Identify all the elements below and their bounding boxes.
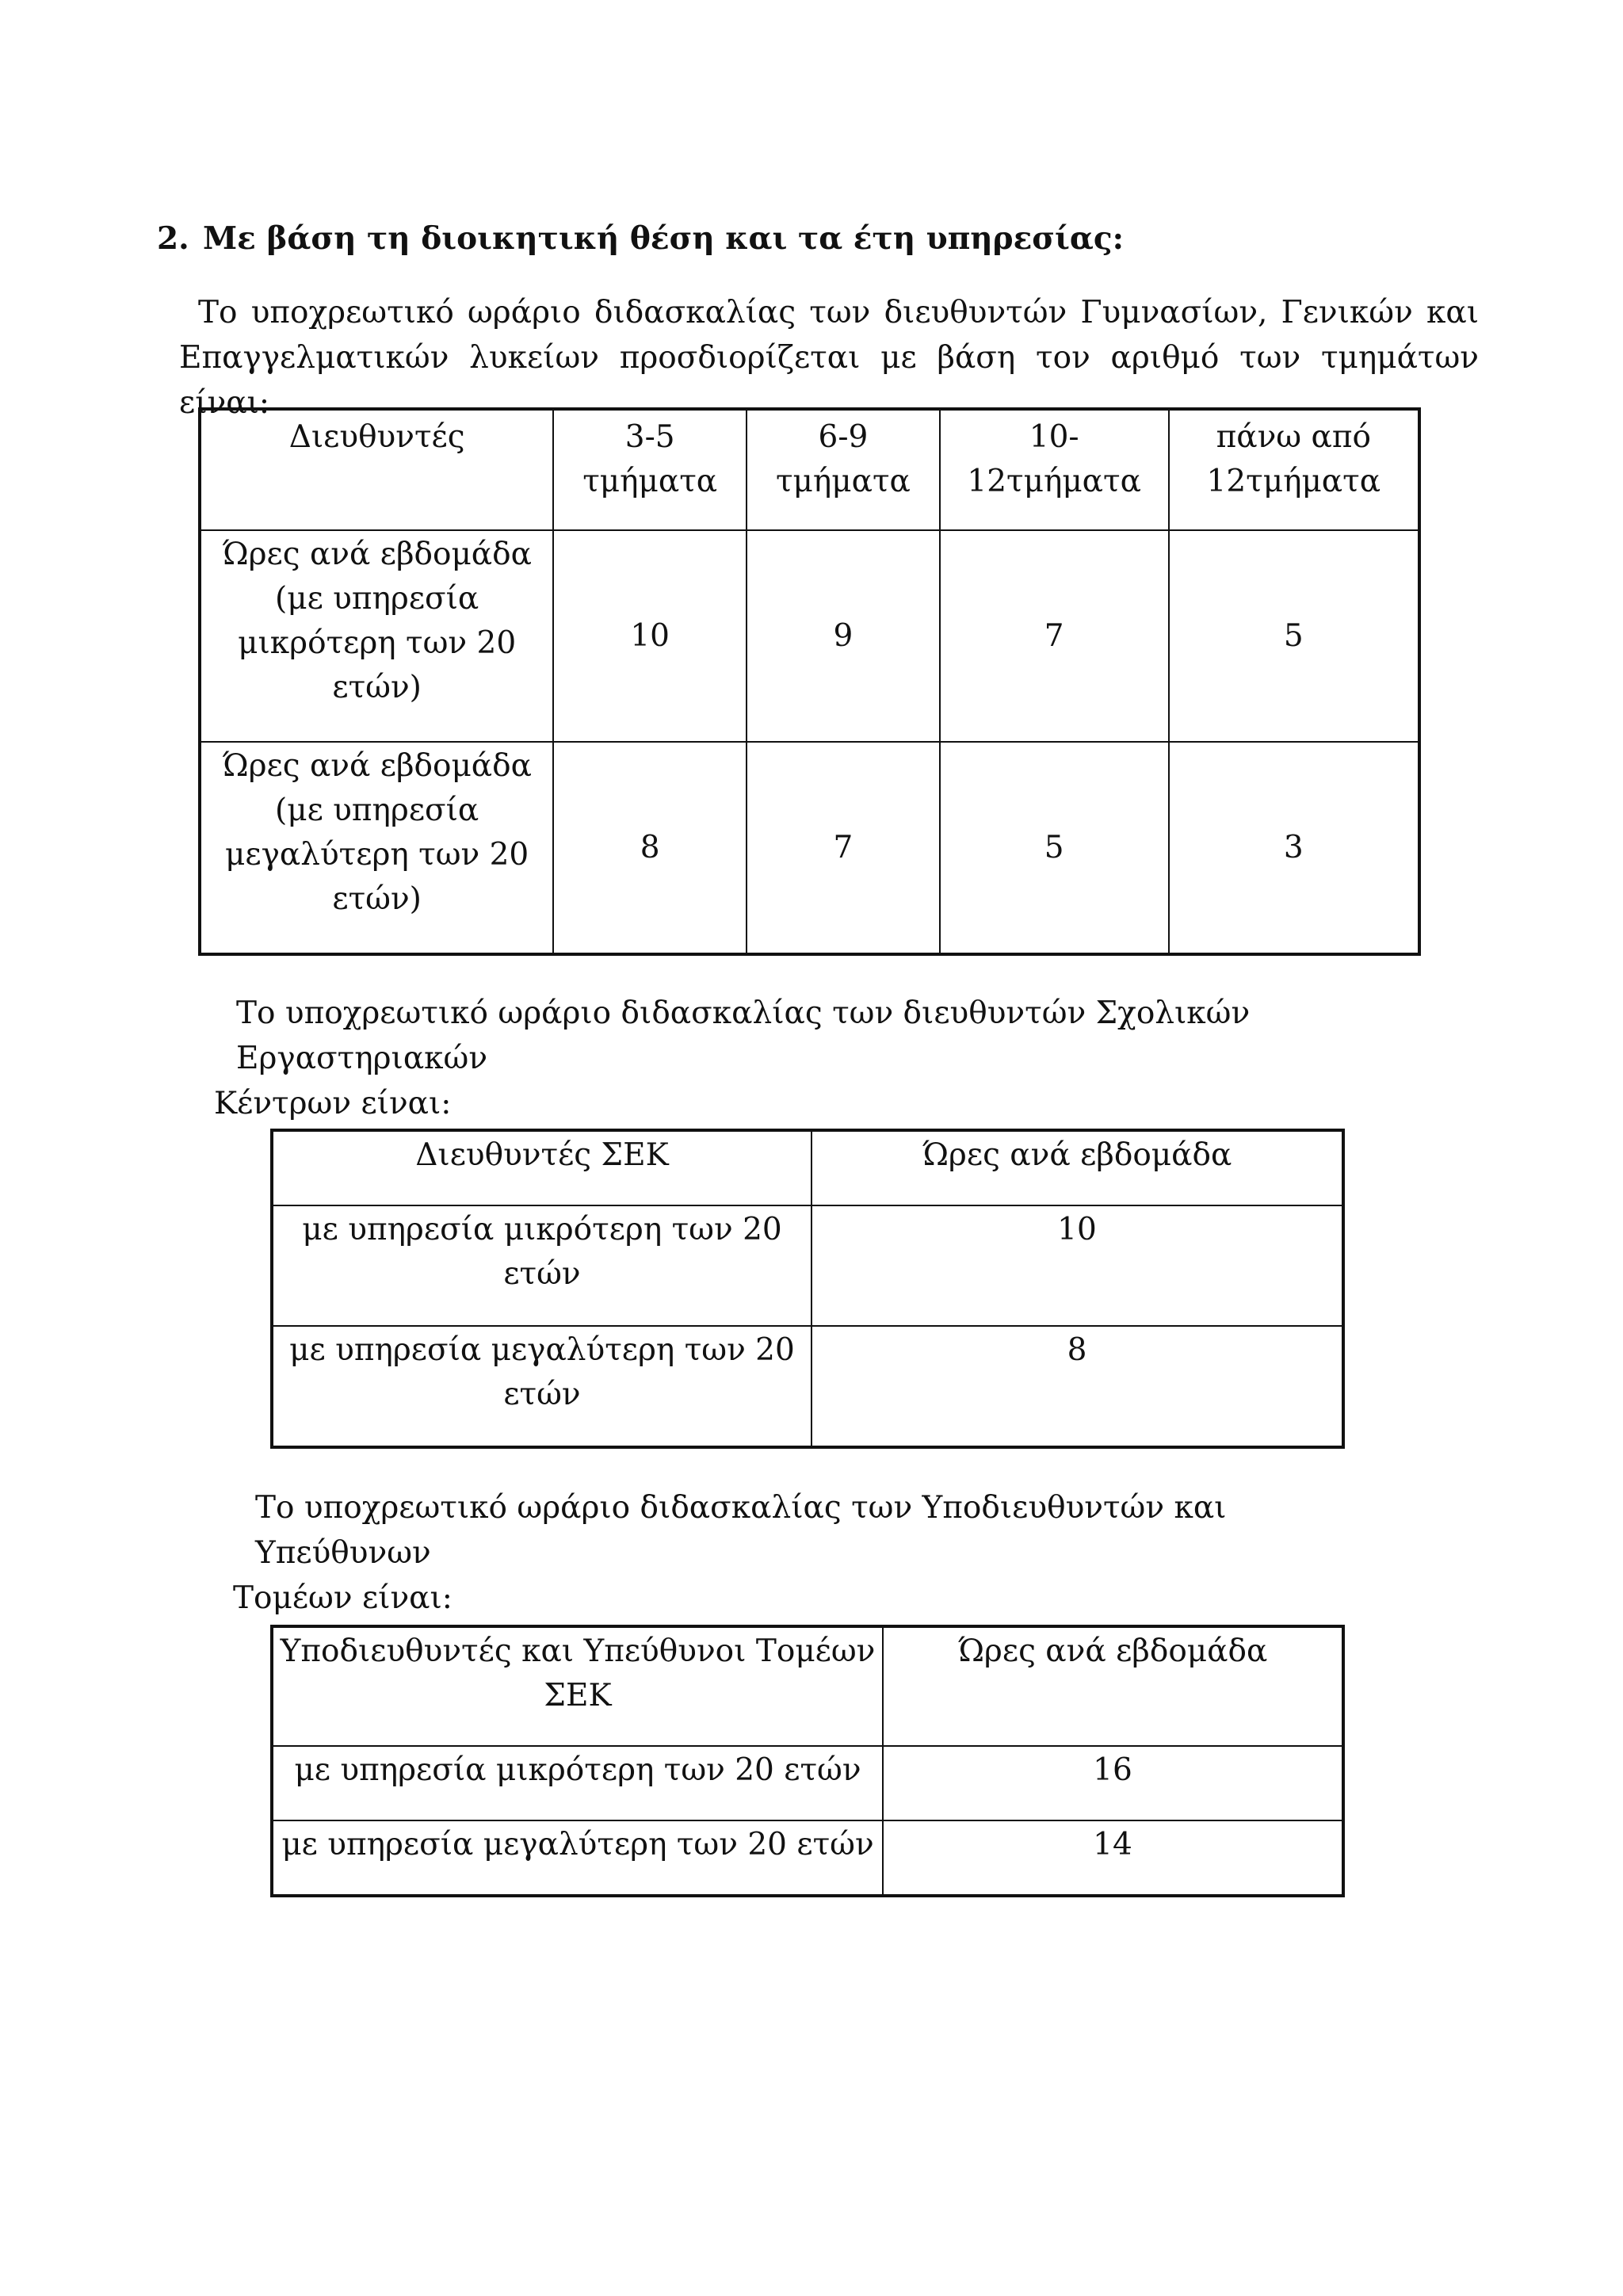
table-row (200, 742, 1419, 954)
table-row (200, 530, 1419, 742)
value-cell: 10 (553, 530, 747, 742)
row-label-cell: Ώρες ανά εβδομάδα (με υπηρεσία μικρότερη των 20 ετών) (200, 530, 553, 742)
section-title: Με βάση τη διοικητική θέση και τα έτη υπηρεσίας: (203, 220, 1125, 257)
intro3-line2: Τομέων είναι: (233, 1580, 453, 1616)
intro1-line1: Το υποχρεωτικό ωράριο διδασκαλίας των διευθυντών Γυμνασίων, Γενικών και (198, 295, 1479, 330)
table-row (272, 1326, 1343, 1447)
header-cell-3-5: 3-5 τμήματα (553, 409, 747, 530)
intro2-line1: Το υποχρεωτικό ωράριο διδασκαλίας των διευθυντών Σχολικών Εργαστηριακών (236, 995, 1251, 1076)
header-cell-hours-per-week: Ώρες ανά εβδομάδα (812, 1130, 1343, 1205)
row-label-cell: με υπηρεσία μικρότερη των 20 ετών (272, 1746, 883, 1820)
row-label-cell: με υπηρεσία μεγαλύτερη των 20 ετών (272, 1326, 812, 1447)
row-label-cell: με υπηρεσία μεγαλύτερη των 20 ετών (272, 1820, 883, 1896)
intro2-line2: Κέντρων είναι: (214, 1086, 452, 1121)
value-cell: 10 (812, 1205, 1343, 1326)
principals-hours-table (198, 407, 1421, 956)
header-cell-10-12: 10- 12τμήματα (940, 409, 1169, 530)
value-cell: 7 (747, 742, 940, 954)
intro1-line2: Επαγγελματικών λυκείων προσδιορίζεται με βάση τον αριθμό των τμημάτων είναι: (179, 340, 1479, 421)
table-header-row (272, 1130, 1343, 1205)
header-cell-hours-per-week: Ώρες ανά εβδομάδα (883, 1626, 1343, 1746)
value-cell: 7 (940, 530, 1169, 742)
value-cell: 3 (1169, 742, 1419, 954)
table-header-row (272, 1626, 1343, 1746)
table-row (272, 1746, 1343, 1820)
header-cell-principals: Διευθυντές (200, 409, 553, 530)
header-cell-sek-principals: Διευθυντές ΣΕΚ (272, 1130, 812, 1205)
value-cell: 8 (812, 1326, 1343, 1447)
value-cell: 5 (940, 742, 1169, 954)
vice-principals-intro-paragraph (233, 1485, 1390, 1621)
value-cell: 9 (747, 530, 940, 742)
table-row (272, 1205, 1343, 1326)
row-label-cell: με υπηρεσία μικρότερη των 20 ετών (272, 1205, 812, 1326)
intro3-line1: Το υποχρεωτικό ωράριο διδασκαλίας των Υποδιευθυντών και Υπεύθυνων (255, 1490, 1227, 1571)
principals-intro-paragraph (179, 290, 1479, 426)
sek-principals-intro-paragraph (214, 991, 1450, 1126)
header-cell-over-12: πάνω από 12τμήματα (1169, 409, 1419, 530)
header-cell-vice-principals: Υποδιευθυντές και Υπεύθυνοι Τομέων ΣΕΚ (272, 1626, 883, 1746)
vice-principals-hours-table (270, 1625, 1345, 1897)
section-heading (157, 220, 1124, 257)
row-label-cell: Ώρες ανά εβδομάδα (με υπηρεσία μεγαλύτερη των 20 ετών) (200, 742, 553, 954)
value-cell: 14 (883, 1820, 1343, 1896)
table-header-row (200, 409, 1419, 530)
section-number: 2. (157, 220, 189, 257)
value-cell: 5 (1169, 530, 1419, 742)
sek-principals-hours-table (270, 1129, 1345, 1449)
value-cell: 8 (553, 742, 747, 954)
value-cell: 16 (883, 1746, 1343, 1820)
header-cell-6-9: 6-9 τμήματα (747, 409, 940, 530)
table-row (272, 1820, 1343, 1896)
